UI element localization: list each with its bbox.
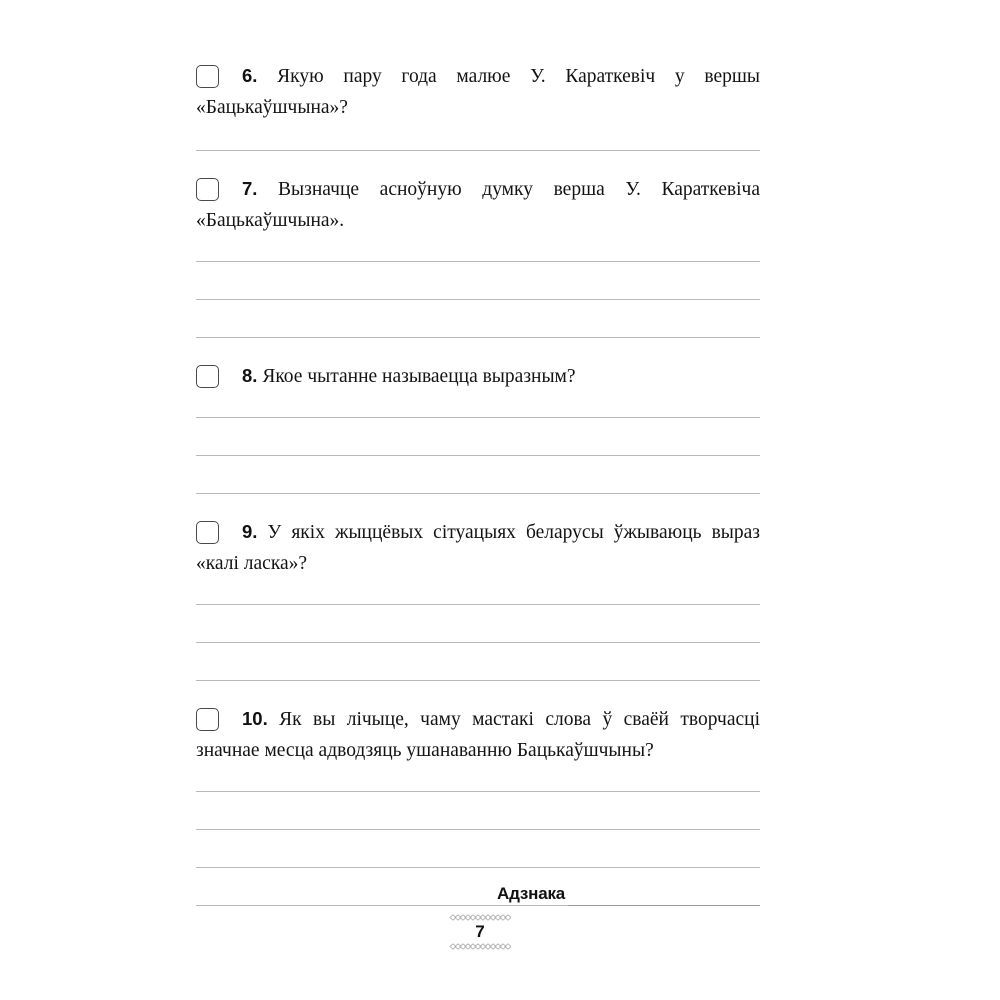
answer-line[interactable] [196, 680, 760, 681]
question-body-8: Якое чытанне называецца выразным? [262, 366, 576, 387]
page-number-block [447, 914, 513, 950]
answer-line[interactable] [196, 604, 760, 605]
question-checkbox-10[interactable] [196, 708, 219, 731]
question-text-8 [196, 360, 760, 392]
question-text-10 [196, 703, 760, 766]
mark-input-line[interactable] [568, 905, 760, 906]
question-block-6 [196, 60, 760, 123]
question-body-7: Вызначце асноўную думку верша У. Караткевіча «Бацькаўшчына». [196, 179, 761, 231]
answer-line[interactable] [196, 261, 760, 262]
question-checkbox-9[interactable] [196, 521, 219, 544]
question-block-8 [196, 360, 760, 392]
question-body-6: Якую пару года малюе У. Караткевіч у вершы «Бацькаўшчына»? [196, 66, 761, 118]
question-body-10: Як вы лічыце, чаму мастакі слова ў сваёй творчасці значнае месца адводзяць ушанаванню Бацькаўшчыны? [196, 709, 760, 761]
answer-line[interactable] [196, 829, 760, 830]
ornament-top-icon [447, 914, 513, 921]
question-text-7 [196, 173, 760, 236]
question-number-10: 10. [242, 708, 268, 729]
question-text-9 [196, 516, 760, 579]
question-number-8: 8. [242, 365, 258, 386]
question-block-7 [196, 173, 760, 236]
answer-line[interactable] [196, 455, 760, 456]
question-checkbox-7[interactable] [196, 178, 219, 201]
question-block-9 [196, 516, 760, 579]
answer-line[interactable] [196, 493, 760, 494]
question-body-9: У якіх жыццёвых сітуацыях беларусы ўжываюць выраз «калі ласка»? [196, 522, 760, 574]
question-checkbox-8[interactable] [196, 365, 219, 388]
answer-line[interactable] [196, 867, 760, 868]
answer-line[interactable] [196, 642, 760, 643]
answer-line[interactable] [196, 150, 760, 151]
answer-line[interactable] [196, 417, 760, 418]
questions-container [196, 0, 760, 906]
answer-line[interactable] [196, 337, 760, 338]
ornament-bottom-icon [447, 943, 513, 950]
question-number-7: 7. [242, 178, 258, 199]
page-number: 7 [475, 922, 485, 941]
question-text-6 [196, 60, 760, 123]
question-block-10 [196, 703, 760, 766]
question-number-6: 6. [242, 65, 258, 86]
mark-row [196, 884, 760, 910]
answer-line[interactable] [196, 791, 760, 792]
question-number-9: 9. [242, 521, 258, 542]
question-checkbox-6[interactable] [196, 65, 219, 88]
mark-label: Адзнака [497, 884, 566, 903]
answer-line[interactable] [196, 299, 760, 300]
